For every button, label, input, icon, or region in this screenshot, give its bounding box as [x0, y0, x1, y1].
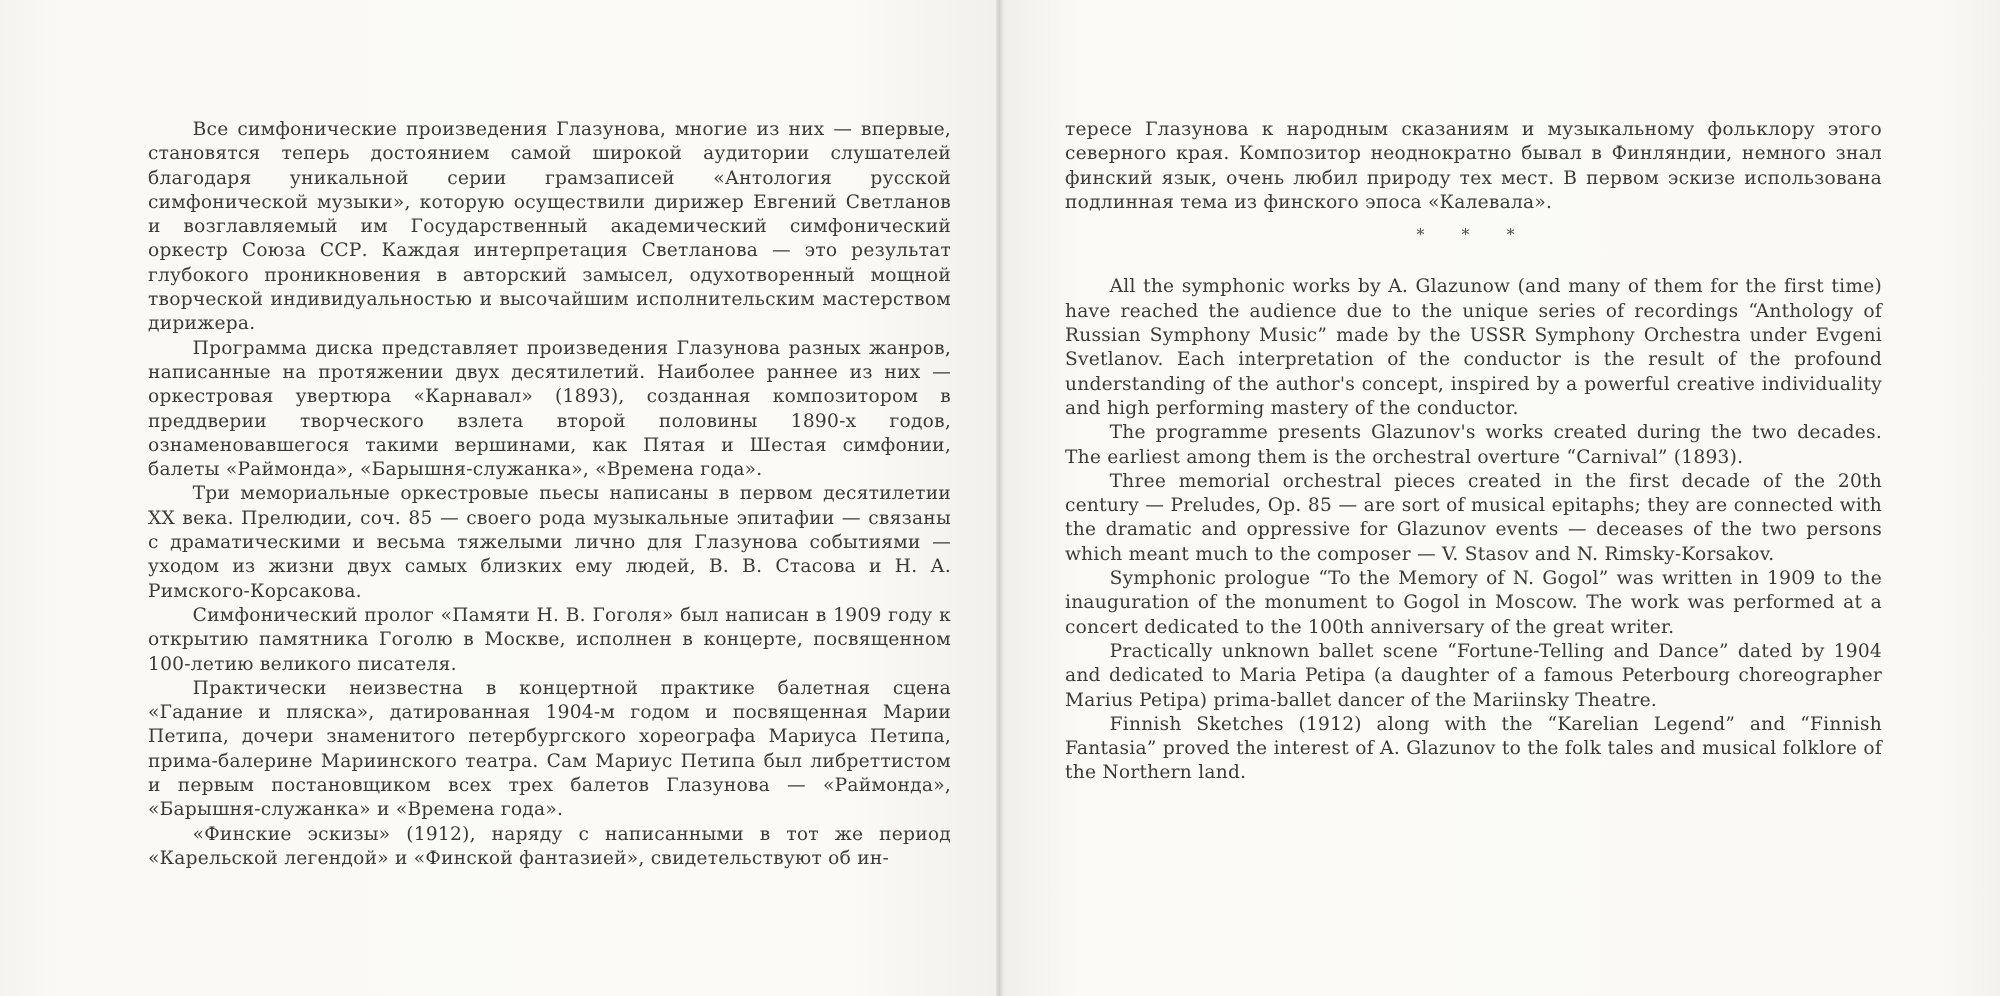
- left-paragraph-5: Практически неизвестна в концертной практике балетная сцена «Гадание и пляска», датированная 1904-м годом и посвященная Марии Петипа, дочери знаменитого петербургского хореографа Мариуса Петипа, прима-балерине Мариинского театра. Сам Мариус Петипа был либреттистом и первым постановщиком всех трех балетов Глазунова — «Раймонда», «Барышня-служанка» и «Времена года».: [148, 677, 951, 821]
- left-paragraph-1: Все симфонические произведения Глазунова, многие из них — впервые, становятся теперь достоянием самой широкой аудитории слушателей благодаря уникальной серии грамзаписей «Антология русской симфонической музыки», которую осуществили дирижер Евгений Светланов и возглавляемый им Государственный академический симфонический оркестр Союза ССР. Каждая интерпретация Светланова — это результат глубокого проникновения в авторский замысел, одухотворенный мощной творческой индивидуальностью и высочайшим исполнительским мастерством дирижера.: [148, 119, 951, 335]
- left-paragraph-4: Симфонический пролог «Памяти Н. В. Гоголя» был написан в 1909 году к открытию памятника Гоголю в Москве, исполнен в концерте, посвященном 100-летию великого писателя.: [148, 604, 951, 675]
- left-paragraph-2: Программа диска представляет произведения Глазунова разных жанров, написанные на протяжении двух десятилетий. Наиболее раннее из них — оркестровая увертюра «Карнавал» (1893), созданная композитором в преддверии творческого взлета второй половины 1890-х годов, ознаменовавшегося такими вершинами, как Пятая и Шестая симфонии, балеты «Раймонда», «Барышня-служанка», «Времена года».: [148, 337, 951, 481]
- left-paragraph-3: Три мемориальные оркестровые пьесы написаны в первом десятилетии XX века. Прелюдии, соч. 85 — своего рода музыкальные эпитафии — связаны с драматическими и весьма тяжелыми лично для Глазунова событиями — уходом из жизни двух самых близких ему людей, В. В. Стасова и Н. А. Римского-Корсакова.: [148, 483, 951, 602]
- right-paragraph-3: Three memorial orchestral pieces created in the first decade of the 20th century — Preludes, Op. 85 — are sort of musical epitaphs; they are connected with the dramatic and oppressive for Glazunov events — deceases of the two persons which meant much to the composer — V. Stasov and N. Rimsky-Korsakov.: [1065, 470, 1882, 565]
- right-paragraph-6: Finnish Sketches (1912) along with the “Karelian Legend” and “Finnish Fantasia” proved the interest of A. Glazunov to the folk tales and musical folklore of the Northern land.: [1065, 713, 1882, 784]
- left-text-column: [148, 118, 951, 871]
- right-paragraph-5: Practically unknown ballet scene “Fortune-Telling and Dance” dated by 1904 and dedicated to Maria Petipa (a daughter of a famous Peterbourg choreographer Marius Petipa) prima-ballet dancer of the Mariinsky Theatre.: [1065, 640, 1882, 711]
- right-continuation-paragraph: тересе Глазунова к народным сказаниям и музыкальному фольклору этого северного края. Композитор неоднократно бывал в Финляндии, немного знал финский язык, очень любил природу тех мест. В первом эскизе использована подлинная тема из финского эпоса «Калевала».: [1065, 119, 1882, 213]
- page-fold: [996, 0, 1004, 996]
- right-text-column: [1065, 118, 1882, 786]
- right-paragraph-2: The programme presents Glazunov's works created during the two decades. The earliest among them is the orchestral overture “Carnival” (1893).: [1065, 422, 1882, 468]
- right-paragraph-1: All the symphonic works by A. Glazunow (and many of them for the first time) have reached the audience due to the unique series of recordings “Anthology of Russian Symphony Music” made by the USSR Symphony Orchestra under Evgeni Svetlanov. Each interpretation of the conductor is the result of the profound understanding of the author's concept, inspired by a powerful creative individuality and high performing mastery of the conductor.: [1065, 276, 1882, 419]
- left-paragraph-6: «Финские эскизы» (1912), наряду с написанными в тот же период «Карельской легендой» и «Финской фантазией», свидетельствуют об ин-: [148, 823, 951, 869]
- right-paragraph-4: Symphonic prologue “To the Memory of N. Gogol” was written in 1909 to the inauguration of the monument to Gogol in Moscow. The work was performed at a concert dedicated to the 100th anniversary of the great writer.: [1065, 568, 1882, 638]
- section-divider: * * *: [1416, 225, 1531, 245]
